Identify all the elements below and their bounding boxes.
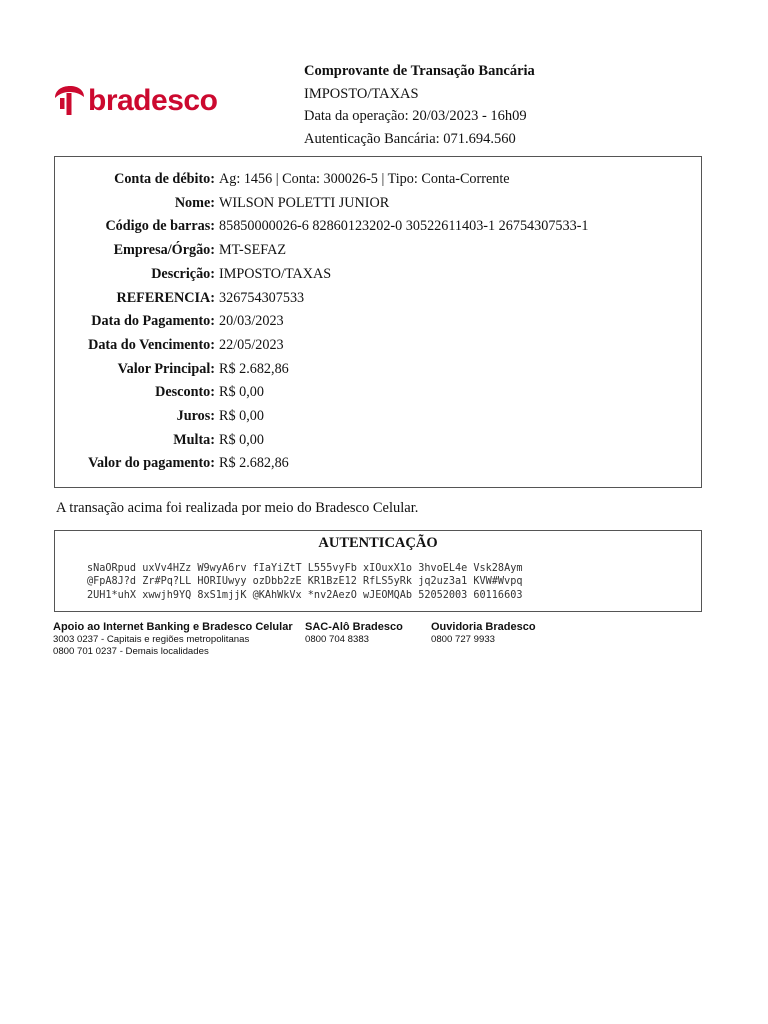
authentication-box bbox=[54, 530, 702, 612]
detail-row bbox=[55, 381, 701, 405]
transaction-note: A transação acima foi realizada por meio do Bradesco Celular. bbox=[56, 500, 419, 516]
detail-row bbox=[55, 287, 701, 311]
detail-row bbox=[55, 429, 701, 453]
detail-row bbox=[55, 310, 701, 334]
receipt-title: Comprovante de Transação Bancária bbox=[304, 63, 535, 79]
authentication-line: 2UH1*uhX xwwjh9YQ 8xS1mjjK @KAhWkVx *nv2AezO wJEOMQAb 52052003 60116603 bbox=[87, 589, 523, 601]
operation-date: Data da operação: 20/03/2023 - 16h09 bbox=[304, 108, 527, 124]
transaction-type: IMPOSTO/TAXAS bbox=[304, 85, 419, 102]
detail-row bbox=[55, 263, 701, 287]
detail-row bbox=[55, 215, 701, 239]
bradesco-logo bbox=[52, 84, 217, 118]
detail-label: Empresa/Órgão: bbox=[113, 242, 215, 259]
detail-label: Nome: bbox=[174, 194, 215, 211]
support-phone-other: 0800 701 0237 - Demais localidades bbox=[53, 645, 209, 657]
detail-label: Valor do pagamento: bbox=[88, 455, 215, 472]
detail-label: Descrição: bbox=[151, 265, 215, 282]
ouvidoria-phone: 0800 727 9933 bbox=[431, 634, 496, 645]
detail-label: Juros: bbox=[176, 408, 215, 424]
detail-label: Conta de débito: bbox=[114, 171, 215, 187]
detail-value: Ag: 1456 | Conta: 300026-5 | Tipo: Conta-Corrente bbox=[219, 171, 510, 187]
detail-row bbox=[55, 168, 701, 192]
detail-label: Data do Pagamento: bbox=[91, 313, 215, 330]
detail-label: Valor Principal: bbox=[117, 360, 215, 377]
detail-value: 20/03/2023 bbox=[219, 313, 284, 330]
detail-value: R$ 0,00 bbox=[219, 384, 264, 401]
sac-contact bbox=[305, 621, 403, 646]
detail-row bbox=[55, 358, 701, 382]
detail-label: Código de barras: bbox=[105, 218, 215, 235]
authentication-title: AUTENTICAÇÃO bbox=[318, 535, 438, 551]
detail-value: IMPOSTO/TAXAS bbox=[219, 265, 332, 282]
detail-label: REFERENCIA: bbox=[116, 289, 215, 306]
bradesco-tree-icon bbox=[52, 84, 86, 118]
detail-label: Desconto: bbox=[155, 384, 215, 401]
ouvidoria-contact bbox=[431, 621, 536, 646]
detail-value: 326754307533 bbox=[219, 289, 305, 306]
detail-value: R$ 2.682,86 bbox=[219, 360, 289, 377]
detail-row bbox=[55, 239, 701, 263]
detail-row bbox=[55, 192, 701, 216]
detail-value: R$ 0,00 bbox=[219, 431, 264, 448]
sac-phone: 0800 704 8383 bbox=[305, 634, 370, 645]
detail-value: R$ 2.682,86 bbox=[219, 455, 289, 472]
detail-row bbox=[55, 334, 701, 358]
detail-value: R$ 0,00 bbox=[219, 408, 264, 424]
authentication-line: @FpA8J?d Zr#Pq?LL HORIUwyy ozDbb2zE KR1BzE12 RfLS5yRk jq2uz3a1 KVW#Wvpq bbox=[87, 576, 523, 588]
detail-row bbox=[55, 405, 701, 429]
support-phone-capitals: 3003 0237 - Capitais e regiões metropolitanas bbox=[53, 634, 250, 645]
support-title: Apoio ao Internet Banking e Bradesco Celular bbox=[53, 621, 293, 633]
detail-value: MT-SEFAZ bbox=[219, 242, 287, 259]
authentication-code bbox=[87, 562, 522, 602]
detail-label: Multa: bbox=[173, 431, 215, 448]
receipt-header bbox=[304, 60, 535, 150]
ouvidoria-title: Ouvidoria Bradesco bbox=[431, 621, 536, 633]
sac-title: SAC-Alô Bradesco bbox=[305, 621, 403, 633]
detail-value: 85850000026-6 82860123202-0 30522611403-1 26754307533-1 bbox=[219, 218, 589, 235]
detail-value: 22/05/2023 bbox=[219, 336, 284, 353]
bank-authentication: Autenticação Bancária: 071.694.560 bbox=[304, 130, 516, 147]
detail-value: WILSON POLETTI JUNIOR bbox=[219, 194, 390, 211]
detail-label: Data do Vencimento: bbox=[88, 336, 215, 353]
brand-name: bradesco bbox=[88, 84, 218, 117]
support-contact bbox=[53, 621, 293, 657]
detail-row bbox=[55, 452, 701, 476]
transaction-details bbox=[54, 156, 702, 488]
authentication-line: sNaORpud uxVv4HZz W9wyA6rv fIaYiZtT L555vyFb xIOuxX1o 3hvoEL4e Vsk28Aym bbox=[87, 563, 523, 574]
